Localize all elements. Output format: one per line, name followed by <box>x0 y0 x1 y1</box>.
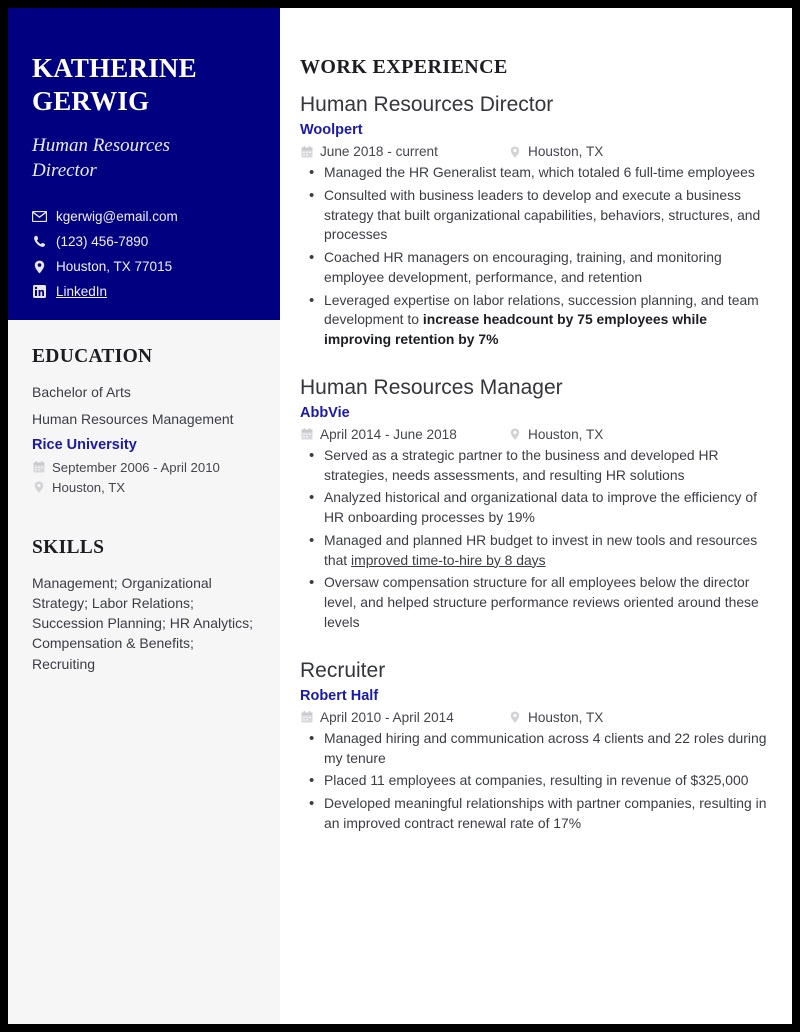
map-pin-icon <box>508 146 521 158</box>
job-bullets <box>300 729 770 834</box>
calendar-icon <box>32 461 45 473</box>
job-meta-row <box>300 427 770 442</box>
job-location-group <box>508 427 603 442</box>
job-location-group <box>508 144 603 159</box>
job-bullet: • Managed the HR Generalist team, which totaled 6 full-time employees <box>300 163 770 183</box>
job-entry <box>300 375 770 633</box>
job-dates: April 2014 - June 2018 <box>320 426 457 442</box>
candidate-role-line2: Director <box>32 160 97 182</box>
job-company[interactable]: Robert Half <box>300 687 379 704</box>
job-bullet: • Managed and planned HR budget to invest in new tools and resources that improved time-to-hire by 8 days <box>300 531 770 570</box>
job-entry <box>300 92 770 350</box>
candidate-last-name: GERWIG <box>32 86 150 117</box>
education-field: Human Resources Management <box>32 411 234 428</box>
map-pin-icon <box>32 481 45 493</box>
calendar-icon <box>300 428 313 440</box>
job-bullet: • Served as a strategic partner to the business and developed HR strategies, needs assessments, and resulting HR solutions <box>300 446 770 485</box>
job-meta-row <box>300 144 770 159</box>
job-meta-row <box>300 710 770 725</box>
candidate-role <box>32 133 256 183</box>
job-bullet: • Placed 11 employees at companies, resulting in revenue of $325,000 <box>300 771 770 791</box>
job-title: Human Resources Manager <box>300 375 563 399</box>
job-dates-group <box>300 144 508 159</box>
job-company[interactable]: AbbVie <box>300 404 350 421</box>
education-location-row <box>32 480 256 495</box>
job-location-group <box>508 710 603 725</box>
contact-email-row[interactable] <box>32 209 256 224</box>
map-pin-icon <box>32 260 47 274</box>
contact-email-label: kgerwig@email.com <box>56 209 178 225</box>
job-dates-group <box>300 710 508 725</box>
calendar-icon <box>300 711 313 723</box>
education-dates-row <box>32 460 256 475</box>
map-pin-icon <box>508 711 521 723</box>
job-title: Recruiter <box>300 658 386 682</box>
contact-phone-label: (123) 456-7890 <box>56 234 149 250</box>
education-degree: Bachelor of Arts <box>32 384 131 400</box>
education-school: Rice University <box>32 436 137 453</box>
contact-linkedin-row[interactable] <box>32 284 256 299</box>
linkedin-icon <box>32 285 47 298</box>
map-pin-icon <box>508 428 521 440</box>
job-bullet: • Developed meaningful relationships with partner companies, resulting in an improved contract renewal rate of 17% <box>300 794 770 833</box>
job-entry <box>300 658 770 834</box>
candidate-first-name: KATHERINE <box>32 53 197 83</box>
skills-text: Management; Organizational Strategy; Labor Relations; Succession Planning; HR Analytics; Compensation & Benefits; Recruiting <box>32 574 253 672</box>
education-location: Houston, TX <box>52 479 126 495</box>
education-section <box>32 346 256 495</box>
jobs-list <box>300 92 770 833</box>
phone-icon <box>32 235 47 248</box>
work-experience-heading: WORK EXPERIENCE <box>300 56 508 78</box>
job-location: Houston, TX <box>528 709 604 725</box>
job-bullet: • Leveraged expertise on labor relations, succession planning, and team development to increase headcount by 75 employees while improving retention by 7% <box>300 291 770 350</box>
contact-linkedin-label: LinkedIn <box>56 284 108 300</box>
envelope-icon <box>32 211 47 222</box>
sidebar <box>8 8 280 1024</box>
skills-section <box>32 537 256 674</box>
sidebar-body <box>8 320 280 674</box>
education-dates: September 2006 - April 2010 <box>52 459 220 475</box>
job-bullet: • Consulted with business leaders to develop and execute a business strategy that built organizational capabilities, behaviors, structures, and processes <box>300 186 770 245</box>
contact-location-row <box>32 259 256 274</box>
contact-list <box>32 209 256 299</box>
job-dates: April 2010 - April 2014 <box>320 709 454 725</box>
job-dates: June 2018 - current <box>320 144 438 160</box>
job-bullet: • Managed hiring and communication across 4 clients and 22 roles during my tenure <box>300 729 770 768</box>
job-bullets <box>300 446 770 633</box>
job-bullets <box>300 163 770 350</box>
candidate-role-line1: Human Resources <box>32 134 171 156</box>
job-dates-group <box>300 427 508 442</box>
resume-document <box>8 8 792 1024</box>
contact-location-label: Houston, TX 77015 <box>56 259 173 275</box>
skills-heading: SKILLS <box>32 536 105 558</box>
job-company[interactable]: Woolpert <box>300 122 363 139</box>
job-bullet: • Analyzed historical and organizational data to improve the efficiency of HR onboarding processes by 19% <box>300 488 770 527</box>
job-location: Houston, TX <box>528 426 604 442</box>
main-column <box>288 8 792 1024</box>
job-title: Human Resources Director <box>300 93 554 116</box>
job-location: Houston, TX <box>528 144 604 160</box>
sidebar-header-block <box>8 8 280 320</box>
education-heading: EDUCATION <box>32 346 153 367</box>
calendar-icon <box>300 146 313 158</box>
job-bullet: • Oversaw compensation structure for all employees below the director level, and helped structure performance reviews oriented around these levels <box>300 573 770 632</box>
job-bullet: • Coached HR managers on encouraging, training, and monitoring employee development, performance, and retention <box>300 248 770 287</box>
contact-phone-row[interactable] <box>32 234 256 249</box>
